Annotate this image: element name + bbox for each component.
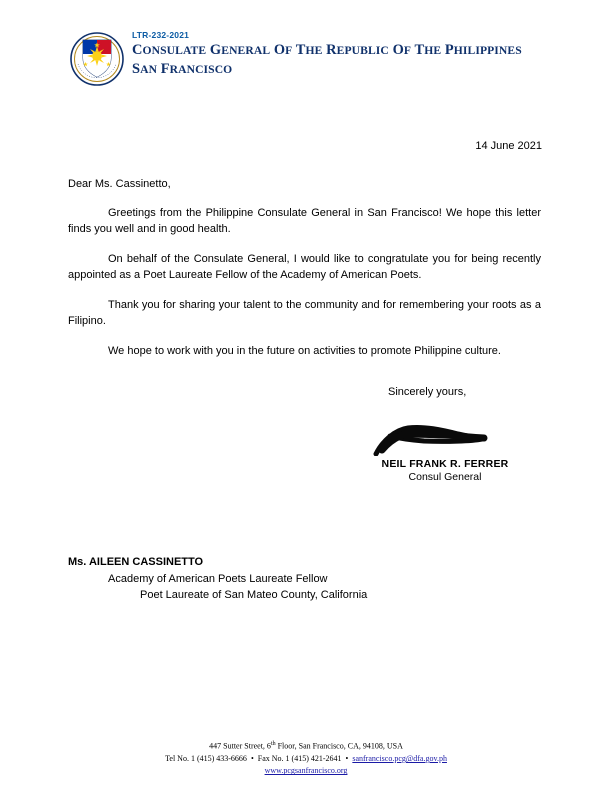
footer-separator: • bbox=[250, 754, 254, 764]
footer-website-line bbox=[0, 765, 612, 777]
footer-address-prefix: 447 Sutter Street, 6 bbox=[209, 741, 271, 751]
org-name-line-2 bbox=[132, 60, 522, 79]
signer-block bbox=[330, 458, 560, 483]
org-name-line-1-text: CONSULATE GENERAL OF THE REPUBLIC OF THE PHILIPPINES bbox=[132, 42, 522, 58]
reference-number: LTR-232-2021 bbox=[132, 30, 190, 40]
org-name-line-1 bbox=[132, 41, 522, 59]
body-paragraph: We hope to work with you in the future on activities to promote Philippine culture. bbox=[108, 344, 501, 357]
body-paragraph: On behalf of the Consulate General, I would like to congratulate you for being recently appointed as a Poet Laureate Fellow of the Academy of American Poets. bbox=[68, 252, 541, 281]
signer-name: NEIL FRANK R. FERRER bbox=[381, 458, 509, 470]
addressee-line-2: Academy of American Poets Laureate Fellow bbox=[108, 572, 328, 585]
footer-email-link[interactable]: sanfrancisco.pcg@dfa.gov.ph bbox=[352, 754, 447, 764]
footer-address-suffix: Floor, San Francisco, CA, 94108, USA bbox=[275, 741, 403, 751]
footer-address-superscript: th bbox=[270, 741, 276, 747]
addressee-line-3: Poet Laureate of San Mateo County, California bbox=[140, 589, 368, 601]
body-paragraph: Thank you for sharing your talent to the community and for remembering your roots as a Filipino. bbox=[68, 298, 541, 327]
letter-date: 14 June 2021 bbox=[475, 140, 542, 152]
signer-title: Consul General bbox=[408, 471, 482, 483]
body-paragraph: Greetings from the Philippine Consulate General in San Francisco! We hope this letter finds you well and in good health. bbox=[68, 207, 541, 235]
footer-website-link[interactable]: www.pcgsanfrancisco.org bbox=[264, 766, 348, 776]
footer bbox=[0, 740, 612, 778]
footer-telephone: Tel No. 1 (415) 433-6666 bbox=[165, 754, 247, 764]
salutation: Dear Ms. Cassinetto, bbox=[68, 178, 171, 190]
addressee-name: Ms. AILEEN CASSINETTO bbox=[68, 556, 204, 568]
footer-separator: • bbox=[345, 754, 349, 764]
footer-address-line bbox=[0, 740, 612, 753]
letter-body bbox=[68, 206, 541, 360]
philippines-coat-of-arms-seal-icon bbox=[70, 32, 124, 86]
footer-contact-line bbox=[0, 753, 612, 765]
footer-fax: Fax No. 1 (415) 421-2641 bbox=[257, 754, 342, 764]
letterhead-text bbox=[132, 28, 522, 79]
letterhead bbox=[70, 28, 560, 86]
addressee-block bbox=[68, 554, 367, 604]
closing-phrase: Sincerely yours, bbox=[388, 386, 467, 398]
org-name-line-2-text: SAN FRANCISCO bbox=[132, 61, 233, 77]
handwritten-signature-icon bbox=[372, 424, 494, 456]
